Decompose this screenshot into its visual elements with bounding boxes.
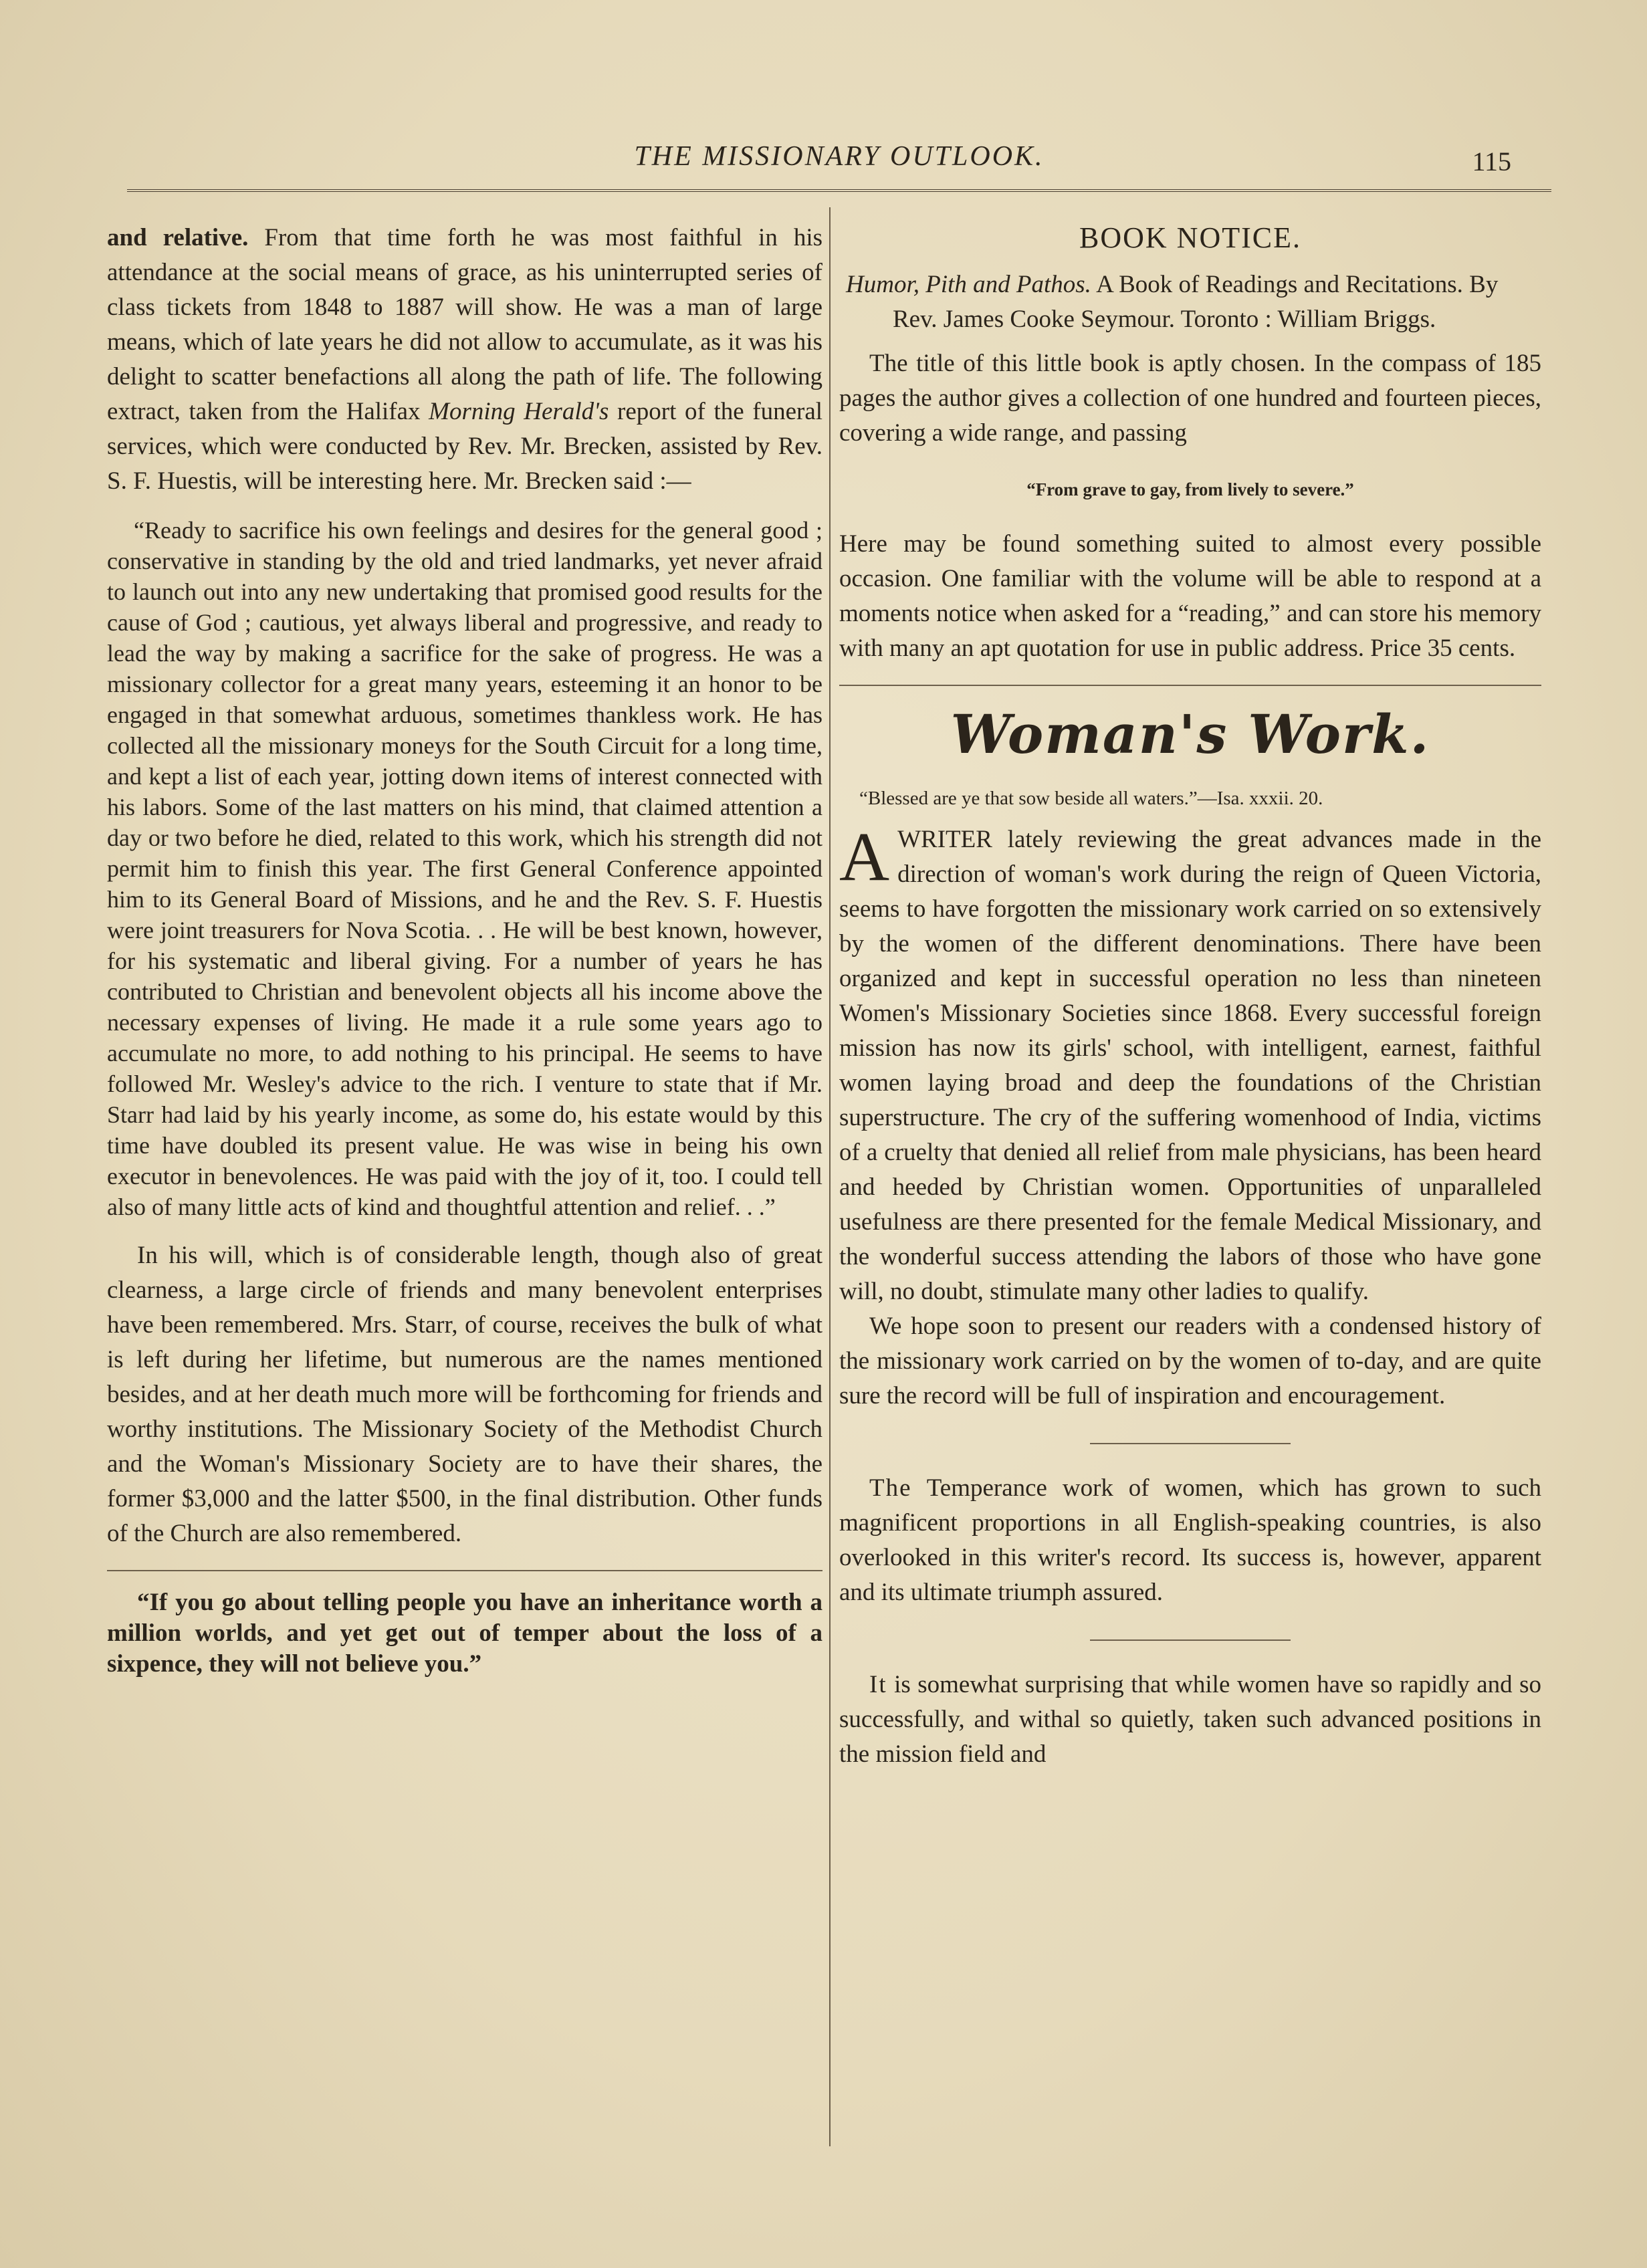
left-column bbox=[107, 221, 822, 1680]
page-header bbox=[127, 134, 1551, 181]
womans-work-paragraph bbox=[839, 818, 1541, 1309]
will-paragraph: In his will, which is of considerable length, though also of great clearness, a large circle of friends and many benevolent enterprises have been remembered. Mrs. Starr, of course, receives the bulk of what is left during her lifetime, but numerous are the names mentioned besides, and at her death much more will be forthcoming for friends and worthy institutions. The Missionary Society of the Methodist Church and the Woman's Missionary Society are to have their shares, the former $3,000 and the latter $500, in the final distribution. Other funds of the Church are also remembered. bbox=[107, 1242, 822, 1547]
short-rule-2 bbox=[1090, 1639, 1291, 1641]
section-rule bbox=[107, 1570, 822, 1571]
newspaper-title: Morning Herald's bbox=[429, 398, 609, 425]
book-review-paragraph: The title of this little book is aptly chosen. In the compass of 185 pages the author gives a collection of one hundred and fourteen pieces, covering a wide range, and passing bbox=[839, 350, 1542, 447]
book-review-quote: “From grave to gay, from lively to severe.” bbox=[1026, 479, 1354, 499]
temperance-lead: The bbox=[869, 1474, 912, 1502]
temperance-paragraph bbox=[839, 1471, 1541, 1610]
drop-cap: A bbox=[839, 818, 890, 895]
funeral-quote-text: “Ready to sacrifice his own feelings and desires for the general good ; conservative in standing by the old and tried landmarks, yet never afraid to launch out into any new undertaking that promised good results for the cause of God ; cautious, yet always liberal and progressive, and ready to lead the way by making a sacrifice for the sake of progress. He was a missionary collector for a great many years, esteeming it an honor to be engaged in that somewhat arduous, sometimes thankless work. He has collected all the missionary moneys for the South Circuit for a long time, and kept a list of each year, jotting down items of interest connected with his labors. Some of the last matters on his mind, that claimed attention a day or two before he died, related to this work, which his strength did not permit him to finish this year. The first General Conference appointed him to its General Board of Missions, and he and the Rev. S. F. Huestis were joint treasurers for Nova Scotia. . . He will be best known, however, for his systematic and liberal giving. For a number of years he has contributed to Christian and benevolent objects all his income above the necessary expenses of living. He made it a rule some years ago to accumulate no more, to add nothing to his principal. He seems to have followed Mr. Wesley's advice to the rich. I venture to state that if Mr. Starr had laid by his yearly income, as some do, his estate would by this time have doubled its present value. He was wise in being his own executor in benevolences. He was paid with the joy of it, too. I could tell also of many little acts of kind and thoughtful attention and relief. . .” bbox=[107, 517, 822, 1220]
running-head: THE MISSIONARY OUTLOOK. bbox=[634, 141, 1045, 172]
book-title: Humor, Pith and Pathos. bbox=[846, 271, 1091, 298]
aphorism: “If you go about telling people you have an inheritance worth a million worlds, and yet get out of temper about the loss of a sixpence, they will not believe you.” bbox=[107, 1589, 822, 1678]
book-citation-rest: A Book of Readings and Recitations. By Rev. James Cooke Seymour. Toronto : William Briggs. bbox=[893, 271, 1499, 333]
funeral-quote bbox=[107, 515, 822, 1222]
obituary-lead: and relative. bbox=[107, 224, 249, 251]
short-rule bbox=[1090, 1443, 1291, 1444]
book-notice-title: BOOK NOTICE. bbox=[1079, 221, 1301, 254]
womans-work-paragraph-2: We hope soon to present our readers with a condensed history of the missionary work carried on by the women of to-day, and are quite sure the record will be full of inspiration and encouragement. bbox=[839, 1313, 1541, 1409]
final-lead: It bbox=[869, 1671, 887, 1698]
obituary-text-end: report of the funeral services, which were conducted by Rev. Mr. Brecken, assisted by Rev. S. F. Huestis, will be interesting here. Mr. Brecken said :— bbox=[107, 398, 823, 495]
header-rule bbox=[127, 189, 1551, 196]
column-divider bbox=[829, 207, 831, 2146]
temperance-text: Temperance work of women, which has grown to such magnificent proportions in all English-speaking countries, is also overlooked in this writer's record. Its success is, however, apparent and its ultimate triumph assured. bbox=[839, 1474, 1541, 1606]
epigraph: “Blessed are ye that sow beside all waters.”—Isa. xxxii. 20. bbox=[859, 788, 1323, 809]
womans-work-heading: Woman's Work. bbox=[950, 703, 1430, 766]
obituary-paragraph bbox=[107, 221, 822, 499]
final-text: is somewhat surprising that while women have so rapidly and so successfully, and withal so quietly, taken such advanced positions in the mission field and bbox=[839, 1671, 1542, 1768]
book-review-paragraph-2: Here may be found something suited to almost every possible occasion. One familiar with the volume will be able to respond at a moments notice when asked for a “reading,” and can store his memory with many an apt quotation for use in public address. Price 35 cents. bbox=[839, 530, 1541, 662]
book-citation bbox=[839, 267, 1541, 337]
final-paragraph bbox=[839, 1668, 1541, 1772]
obituary-text: From that time forth he was most faithful in his attendance at the social means of grace, as his uninterrupted series of class tickets from 1848 to 1887 will show. He was a man of large means, which of late years he did not allow to accumulate, as it was his delight to scatter benefactions all along the path of life. The following extract, taken from the Halifax bbox=[107, 224, 822, 425]
section-rule-right bbox=[839, 685, 1541, 686]
right-column bbox=[839, 221, 1541, 1772]
page-number: 115 bbox=[1472, 146, 1511, 177]
womans-work-text: WRITER lately reviewing the great advances made in the direction of woman's work during the reign of Queen Victoria, seems to have forgotten the missionary work carried on so extensively by the women of the different denominations. There have been organized and kept in successful operation no less than nineteen Women's Missionary Societies since 1868. Every successful foreign mission has now its girls' school, with intelligent, earnest, faithful women laying broad and deep the foundations of the Christian superstructure. The cry of the suffering womenhood of India, victims of a cruelty that denied all relief from male physicians, has been heard and heeded by Christian women. Opportunities of unparalleled usefulness are there presented for the female Medical Missionary, and the wonderful success attending the labors of those who have gone will, no doubt, stimulate many other ladies to qualify. bbox=[839, 826, 1541, 1305]
